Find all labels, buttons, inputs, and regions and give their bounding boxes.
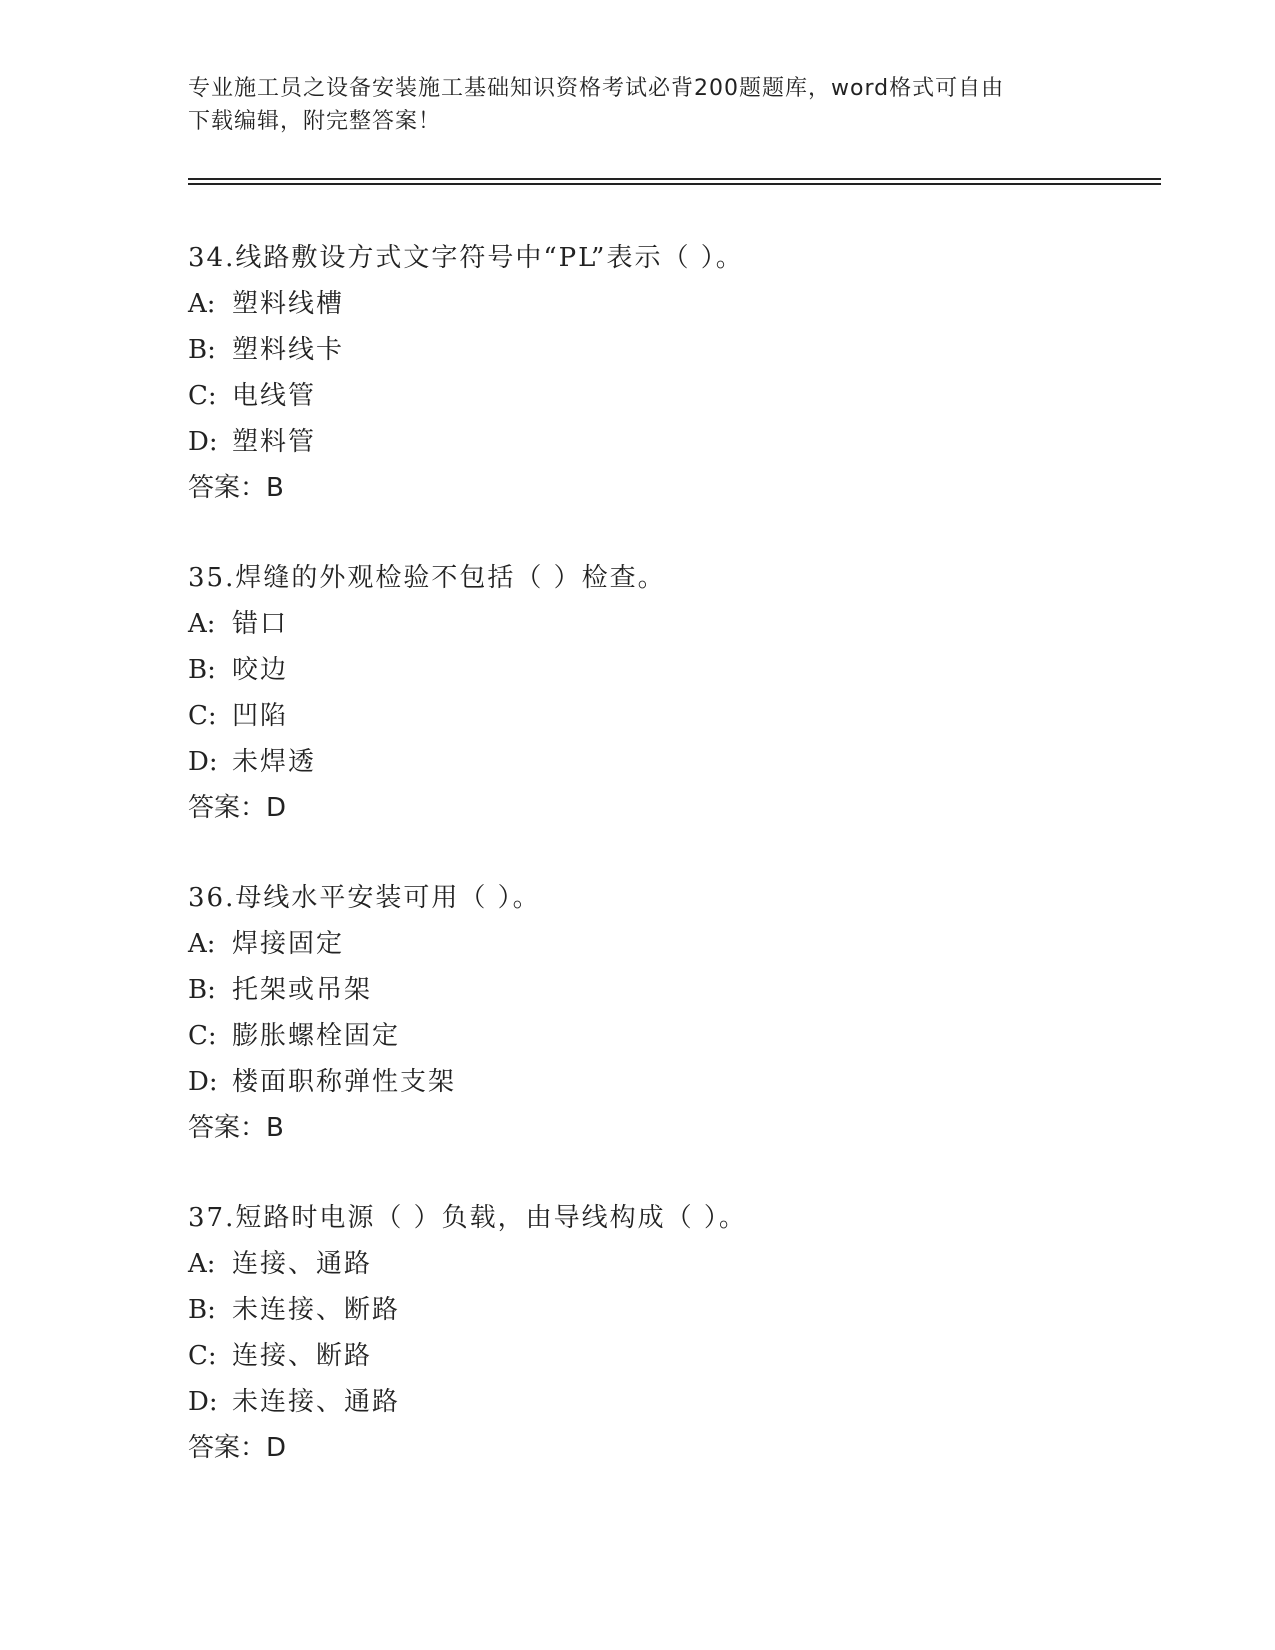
question-title: 36.母线水平安装可用（ ）。 xyxy=(188,883,541,913)
option-text: 膨胀螺栓固定 xyxy=(232,1021,401,1051)
question-title: 37.短路时电源（ ）负载，由导线构成（ ）。 xyxy=(188,1203,747,1233)
option-text: 塑料线卡 xyxy=(232,335,345,365)
header-line-1: 专业施工员之设备安装施工基础知识资格考试必背200题题库，word格式可自由 xyxy=(188,76,1005,101)
option-d xyxy=(188,419,1168,465)
option-b xyxy=(188,327,1168,373)
answer-line: 答案：D xyxy=(188,1433,287,1463)
answer-line: 答案：B xyxy=(188,1113,284,1143)
option-letter: B: xyxy=(188,335,216,365)
header-divider-top xyxy=(188,178,1161,180)
header-divider-bottom xyxy=(188,183,1161,185)
option-b xyxy=(188,1287,1168,1333)
option-text: 咬边 xyxy=(232,655,289,685)
option-letter: B: xyxy=(188,1295,216,1325)
option-c xyxy=(188,1013,1168,1059)
option-text: 连接、断路 xyxy=(232,1341,373,1371)
option-letter: C: xyxy=(188,701,217,731)
option-letter: D: xyxy=(188,427,218,457)
option-text: 塑料线槽 xyxy=(232,289,345,319)
option-text: 楼面职称弹性支架 xyxy=(232,1067,457,1097)
option-letter: C: xyxy=(188,1021,217,1051)
option-letter: A: xyxy=(188,1249,216,1279)
option-text: 错口 xyxy=(232,609,289,639)
option-d xyxy=(188,1379,1168,1425)
option-a xyxy=(188,1241,1168,1287)
option-letter: A: xyxy=(188,289,216,319)
question-35 xyxy=(188,555,1168,831)
option-text: 托架或吊架 xyxy=(232,975,373,1005)
answer-line: 答案：D xyxy=(188,793,287,823)
option-text: 凹陷 xyxy=(232,701,289,731)
question-34 xyxy=(188,235,1168,511)
option-letter: C: xyxy=(188,381,217,411)
option-letter: A: xyxy=(188,609,216,639)
question-title: 34.线路敷设方式文字符号中“PL”表示（ ）。 xyxy=(188,243,744,273)
option-text: 未连接、通路 xyxy=(232,1387,401,1417)
option-letter: D: xyxy=(188,1387,218,1417)
header-line-2: 下载编辑，附完整答案！ xyxy=(188,109,442,134)
option-b xyxy=(188,647,1168,693)
question-36 xyxy=(188,875,1168,1151)
option-a xyxy=(188,921,1168,967)
option-text: 焊接固定 xyxy=(232,929,345,959)
option-letter: A: xyxy=(188,929,216,959)
option-a xyxy=(188,601,1168,647)
option-c xyxy=(188,1333,1168,1379)
option-text: 未焊透 xyxy=(232,747,317,777)
option-text: 电线管 xyxy=(232,381,317,411)
option-c xyxy=(188,693,1168,739)
document-header xyxy=(188,72,1088,138)
answer-line: 答案：B xyxy=(188,473,284,503)
option-letter: C: xyxy=(188,1341,217,1371)
option-letter: B: xyxy=(188,975,216,1005)
option-d xyxy=(188,1059,1168,1105)
option-letter: B: xyxy=(188,655,216,685)
option-a xyxy=(188,281,1168,327)
option-text: 连接、通路 xyxy=(232,1249,373,1279)
question-title: 35.焊缝的外观检验不包括（ ）检查。 xyxy=(188,563,666,593)
option-text: 未连接、断路 xyxy=(232,1295,401,1325)
option-text: 塑料管 xyxy=(232,427,317,457)
option-d xyxy=(188,739,1168,785)
option-b xyxy=(188,967,1168,1013)
question-37 xyxy=(188,1195,1168,1471)
option-c xyxy=(188,373,1168,419)
option-letter: D: xyxy=(188,747,218,777)
option-letter: D: xyxy=(188,1067,218,1097)
